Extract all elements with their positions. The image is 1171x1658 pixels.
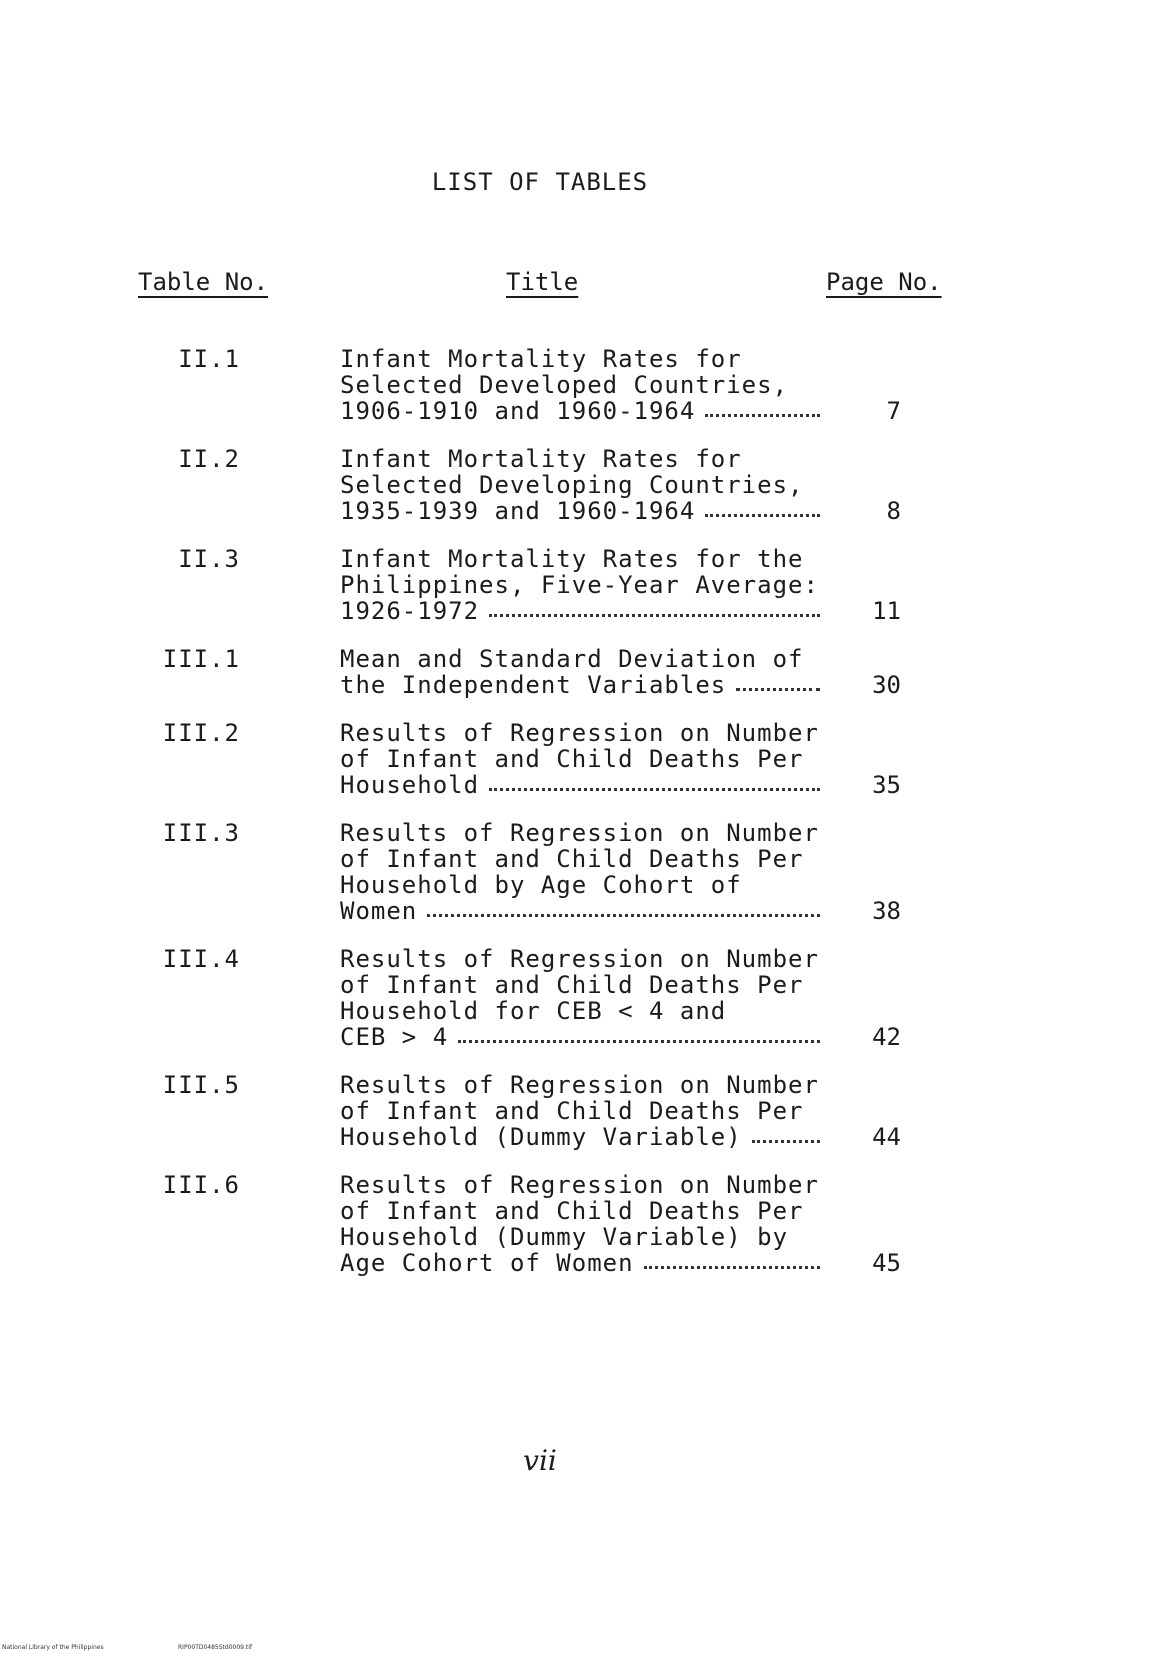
page-number-folio: vii: [523, 1444, 557, 1477]
dot-leader: [427, 898, 820, 917]
page-number: 44: [872, 1123, 901, 1151]
table-title-last-line: [340, 398, 820, 424]
page-number: 35: [872, 771, 901, 799]
table-title-last-line: [340, 772, 820, 798]
dot-leader: [489, 598, 820, 617]
table-title-line: Household by Age Cohort of: [340, 871, 742, 899]
list-item: [0, 446, 1171, 524]
page-title: LIST OF TABLES: [431, 168, 649, 196]
table-title-line: 1935-1939 and 1960-1964: [340, 497, 696, 525]
dot-leader: [736, 672, 820, 691]
table-title-last-line: [340, 1024, 820, 1050]
column-header-title: Title: [506, 268, 579, 296]
table-title-line: Selected Developed Countries,: [340, 371, 789, 399]
table-title-last-line: [340, 598, 820, 624]
table-title-line: Women: [340, 897, 418, 925]
table-title-line: Household for CEB < 4 and: [340, 997, 727, 1025]
page-number: 38: [872, 897, 901, 925]
footer-file-name: RIP00TD0485Std0009.tif: [178, 1644, 253, 1651]
list-item: [0, 946, 1171, 1050]
table-number: III.6: [162, 1171, 240, 1199]
table-number: III.3: [162, 819, 240, 847]
dot-leader: [458, 1024, 820, 1043]
list-item: [0, 720, 1171, 798]
table-title: [340, 946, 820, 1050]
table-title-line: Mean and Standard Deviation of: [340, 645, 804, 673]
table-title-line: Results of Regression on Number: [340, 819, 819, 847]
table-title-last-line: [340, 1124, 820, 1150]
table-title-line: Selected Developing Countries,: [340, 471, 804, 499]
list-item: [0, 1072, 1171, 1150]
page-number: 30: [872, 671, 901, 699]
table-title-line: of Infant and Child Deaths Per: [340, 1097, 804, 1125]
page-number: 42: [872, 1023, 901, 1051]
table-title-line: Infant Mortality Rates for: [340, 445, 742, 473]
table-title: [340, 446, 820, 524]
table-title-line: Household (Dummy Variable) by: [340, 1223, 789, 1251]
table-number: III.1: [162, 645, 240, 673]
table-title-line: Infant Mortality Rates for: [340, 345, 742, 373]
table-number: II.2: [178, 445, 240, 473]
table-title: [340, 546, 820, 624]
table-title-line: 1906-1910 and 1960-1964: [340, 397, 696, 425]
table-title-last-line: [340, 1250, 820, 1276]
table-title-line: CEB > 4: [340, 1023, 449, 1051]
dot-leader: [752, 1124, 820, 1143]
table-number: II.1: [178, 345, 240, 373]
table-title-last-line: [340, 898, 820, 924]
table-title-line: Infant Mortality Rates for the: [340, 545, 804, 573]
list-item: [0, 1172, 1171, 1276]
table-title-last-line: [340, 498, 820, 524]
page-number: 11: [872, 597, 901, 625]
table-title-line: Results of Regression on Number: [340, 719, 819, 747]
table-title: [340, 820, 820, 924]
list-item: [0, 546, 1171, 624]
table-title-line: 1926-1972: [340, 597, 480, 625]
table-title: [340, 1072, 820, 1150]
dot-leader: [705, 498, 820, 517]
table-title-last-line: [340, 672, 820, 698]
table-title-line: Results of Regression on Number: [340, 945, 819, 973]
table-title-line: of Infant and Child Deaths Per: [340, 971, 804, 999]
table-title-line: the Independent Variables: [340, 671, 727, 699]
list-item: [0, 346, 1171, 424]
page-number: 45: [872, 1249, 901, 1277]
page-number: 8: [886, 497, 901, 525]
table-number: II.3: [178, 545, 240, 573]
list-item: [0, 820, 1171, 924]
table-title-line: Household (Dummy Variable): [340, 1123, 742, 1151]
table-title-line: of Infant and Child Deaths Per: [340, 745, 804, 773]
table-number: III.5: [162, 1071, 240, 1099]
table-number: III.4: [162, 945, 240, 973]
table-title: [340, 720, 820, 798]
table-title-line: Philippines, Five-Year Average:: [340, 571, 819, 599]
dot-leader: [489, 772, 820, 791]
table-title-line: Age Cohort of Women: [340, 1249, 634, 1277]
table-title: [340, 346, 820, 424]
list-item: [0, 646, 1171, 698]
table-title-line: Results of Regression on Number: [340, 1071, 819, 1099]
table-title-line: of Infant and Child Deaths Per: [340, 1197, 804, 1225]
footer-library-stamp: National Library of the Philippines: [2, 1644, 104, 1651]
dot-leader: [644, 1250, 820, 1269]
table-title-line: Results of Regression on Number: [340, 1171, 819, 1199]
dot-leader: [705, 398, 820, 417]
column-header-page-no: Page No.: [826, 268, 942, 296]
table-title-line: of Infant and Child Deaths Per: [340, 845, 804, 873]
table-title: [340, 646, 820, 698]
table-title: [340, 1172, 820, 1276]
page-number: 7: [886, 397, 901, 425]
table-of-tables-list: [0, 346, 1171, 1298]
table-number: III.2: [162, 719, 240, 747]
column-header-table-no: Table No.: [138, 268, 269, 296]
table-title-line: Household: [340, 771, 480, 799]
